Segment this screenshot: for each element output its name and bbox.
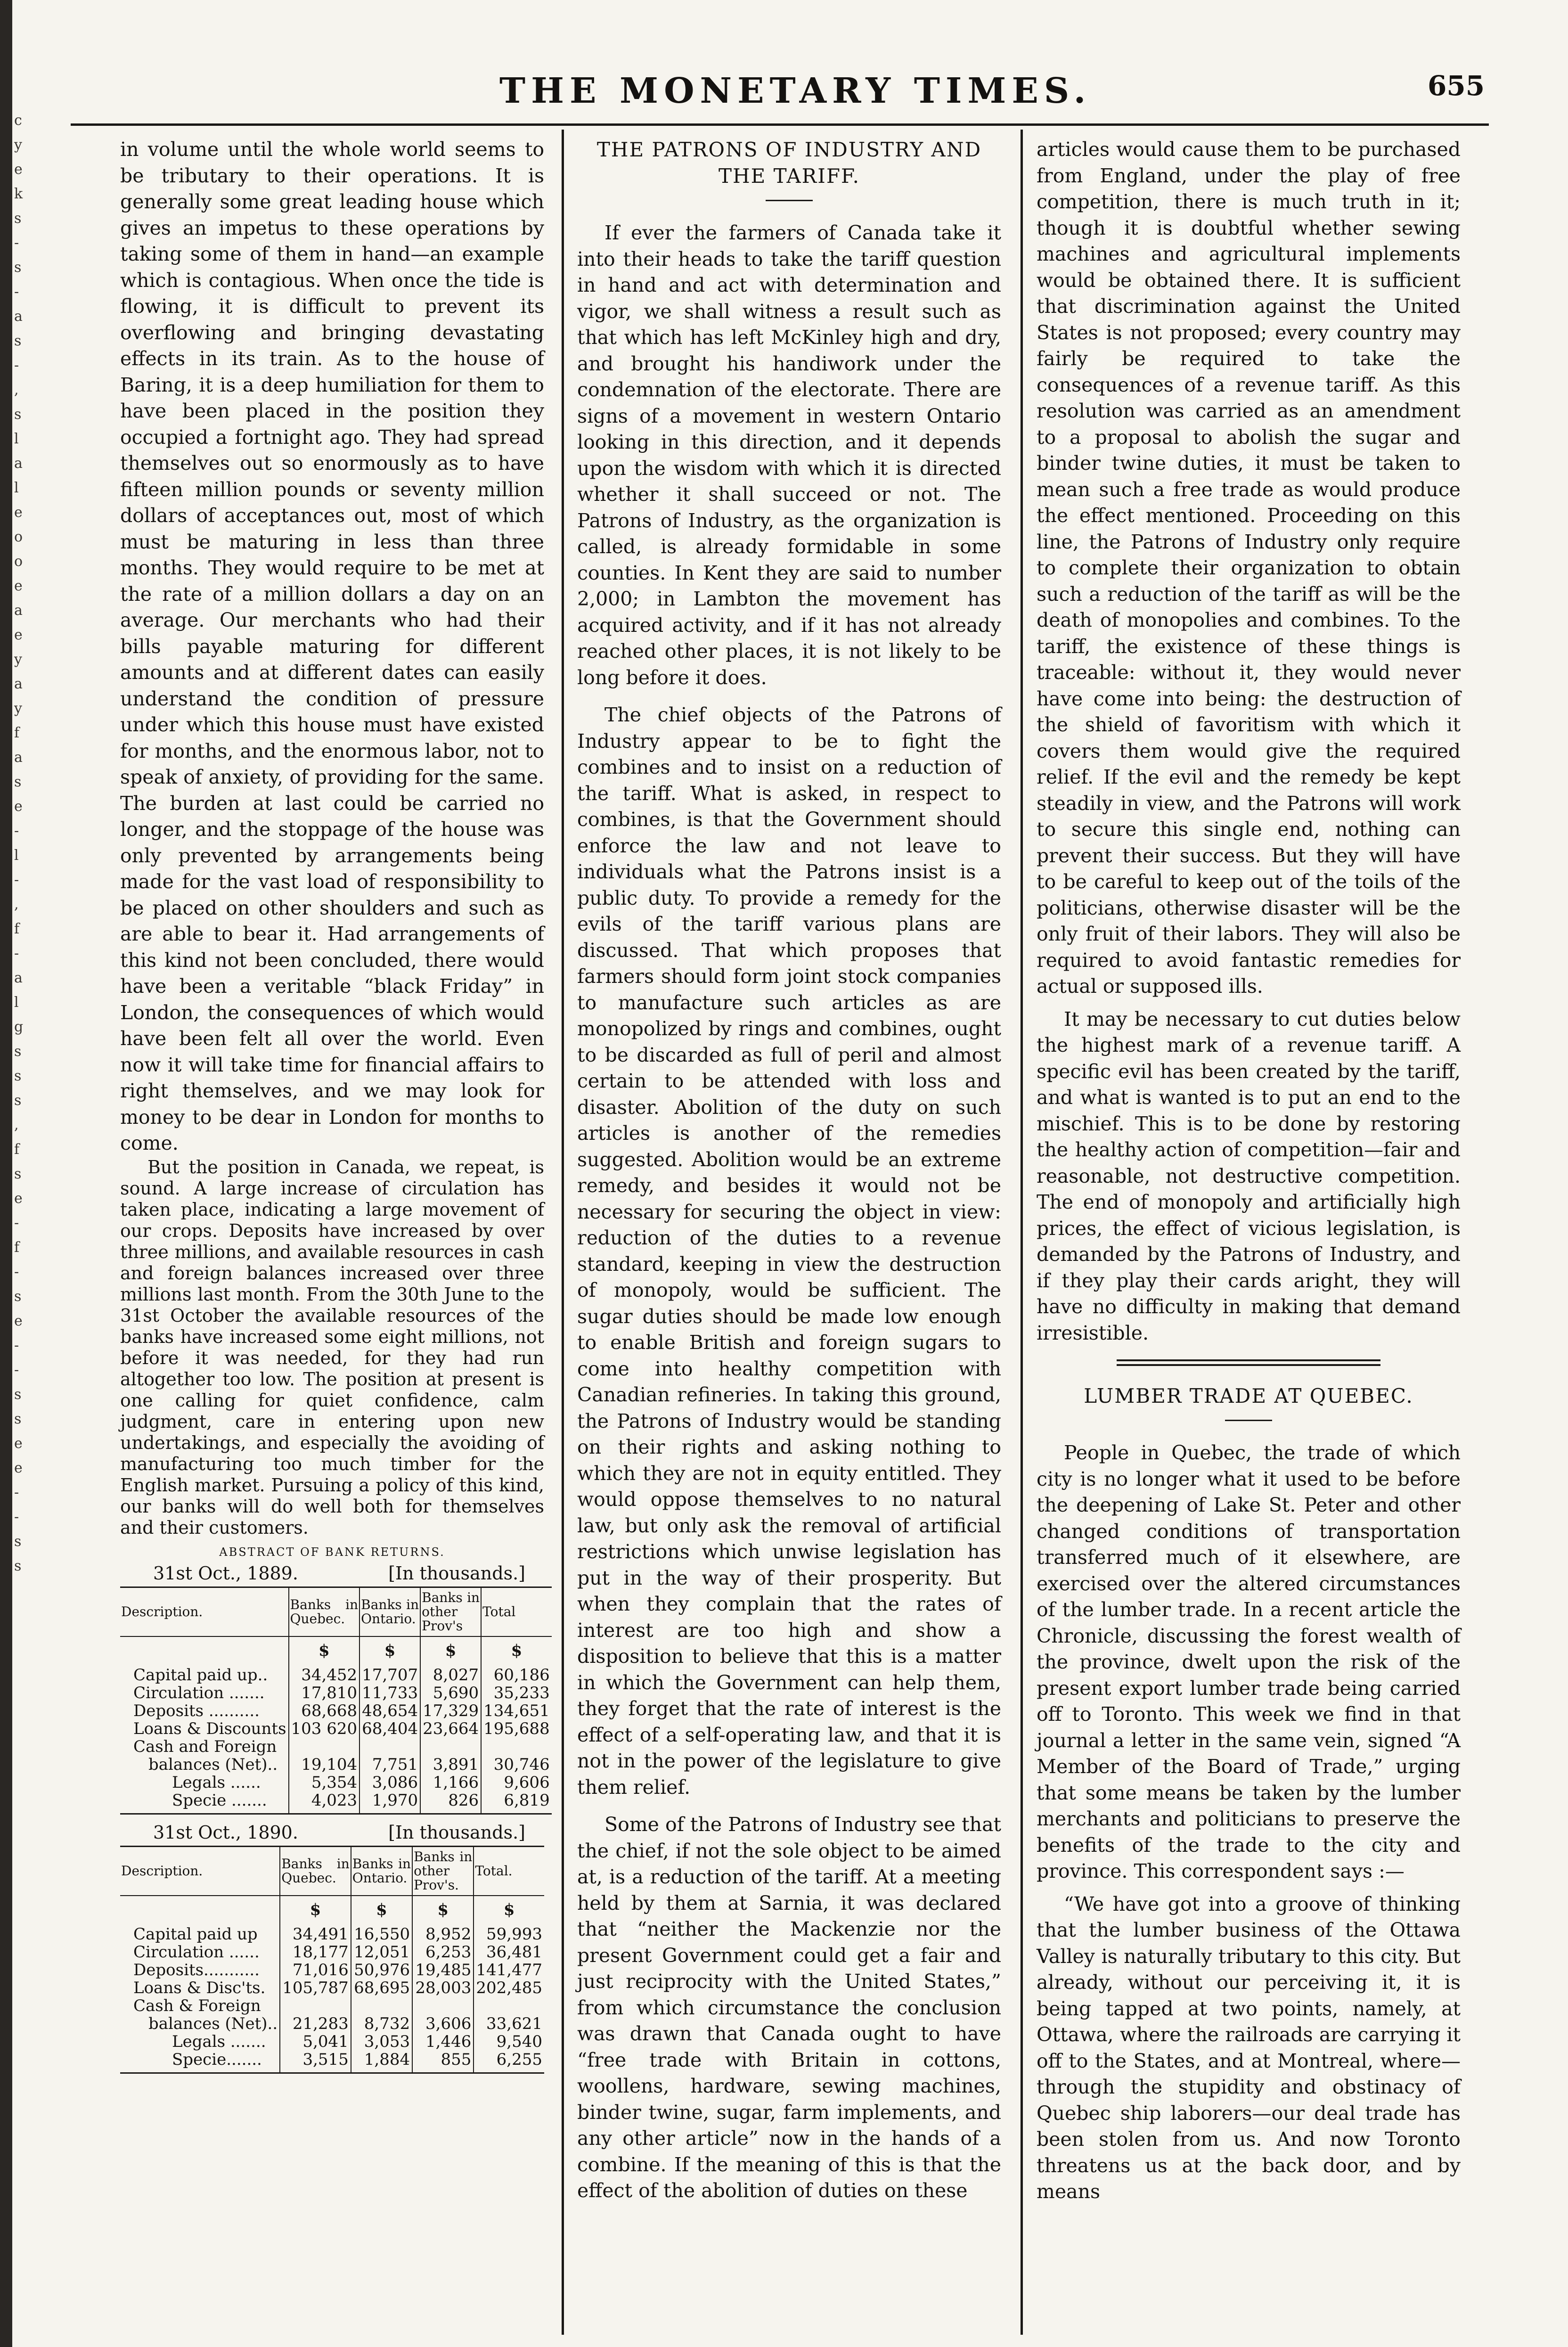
- edge-letter: e: [14, 504, 23, 521]
- cell: 50,976: [351, 1961, 412, 1979]
- column-1: [120, 137, 550, 2081]
- cell: 195,688: [481, 1720, 552, 1738]
- table-row: [120, 1738, 552, 1756]
- bank-returns-table-1889: [120, 1586, 552, 1815]
- edge-letter: ,: [14, 896, 19, 913]
- cell: 68,404: [359, 1720, 420, 1738]
- table-2-date: 31st Oct., 1890.: [153, 1822, 298, 1843]
- currency-cell: $: [481, 1636, 552, 1666]
- row-label: Cash & Foreign: [120, 1997, 280, 2015]
- col3-paragraph-1: articles would cause them to be purchased from England, under the play of free competition, there is much truth in it; though it is doubtful whether sewing machines and agricultural implements would be obtained there. It is sufficient that discrimination against the United States is not proposed; every country may fairly be required to take the consequences of a revenue tariff. As this resolution was carried as an amendment to a proposal to abolish the sugar and binder twine duties, it must be taken to mean such a free trade as would produce the effect mentioned. Proceeding on this line, the Patrons of Industry only require to complete their organization to obtain such a reduction of the tariff as will be the death of monopolies and combines. To the tariff, the existence of these things is traceable: without it, they would never have come into being: the destruction of the shield of favoritism with which it covers them would give the required relief. If the evil and the remedy be kept steadily in view, and the Patrons will work to secure this single end, nothing can prevent their success. But they will have to be careful to keep out of the toils of the politicians, otherwise disaster will be the only fruit of their labors. They will also be required to avoid fantastic remedies for actual or supposed ills.: [1037, 138, 1461, 998]
- edge-letter: e: [14, 1435, 23, 1452]
- cell: 7,751: [359, 1756, 420, 1774]
- row-label: Deposits...........: [120, 1961, 280, 1979]
- adjacent-page-edge-letters: [14, 108, 22, 1578]
- bank-returns-table-1890: [120, 1846, 544, 2074]
- cell: [412, 1997, 474, 2015]
- row-label: Cash and Foreign: [120, 1738, 289, 1756]
- column-3: [1037, 137, 1461, 2205]
- edge-letter: f: [14, 921, 20, 937]
- edge-letter: y: [14, 137, 22, 153]
- edge-letter: -: [14, 1362, 19, 1378]
- row-label: Specie .......: [120, 1791, 289, 1814]
- edge-letter: e: [14, 798, 23, 815]
- row-label: Circulation .......: [120, 1684, 289, 1702]
- edge-letter: s: [14, 774, 22, 790]
- cell: 202,485: [474, 1979, 544, 1997]
- edge-letter: o: [14, 529, 23, 545]
- table-header-row: [120, 1587, 552, 1636]
- column-header: Banks in Quebec.: [289, 1587, 360, 1636]
- edge-letter: -: [14, 1215, 19, 1231]
- edge-letter: s: [14, 1043, 22, 1060]
- edge-letter: -: [14, 945, 19, 962]
- edge-letter: f: [14, 1239, 20, 1256]
- cell: 71,016: [280, 1961, 351, 1979]
- table-header-row: [120, 1846, 544, 1896]
- edge-letter: e: [14, 627, 23, 643]
- row-label: Capital paid up: [120, 1925, 280, 1943]
- row-label: Deposits ..........: [120, 1702, 289, 1720]
- edge-letter: s: [14, 1386, 22, 1403]
- cell: 18,177: [280, 1943, 351, 1961]
- table-row: [120, 1925, 544, 1943]
- cell: 21,283: [280, 2015, 351, 2033]
- edge-letter: g: [14, 1019, 24, 1035]
- edge-letter: e: [14, 578, 23, 594]
- edge-letter: -: [14, 235, 19, 251]
- table-row: [120, 2015, 544, 2033]
- table-row: [120, 1702, 552, 1720]
- column-rule-left: [562, 130, 564, 2335]
- col3-paragraph-3: People in Quebec, the trade of which city is no longer what it used to be before the deepening of Lake St. Peter and other changed conditions of transportation transferred much of it elsewhere, are exercised over the altered circumstances of the lumber trade. In a recent article the Chronicle, discussing the forest wealth of the province, dwelt upon the risk of the present export lumber trade being carried off to Toronto. This week we find in that journal a letter in the same vein, signed “A Member of the Board of Trade,” urging that some means be taken by the lumber merchants and politicians to preserve the benefits of the trade to the city and province. This correspondent says :—: [1037, 1441, 1461, 1882]
- edge-letter: a: [14, 676, 23, 692]
- edge-letter: e: [14, 1460, 23, 1476]
- cell: 8,732: [351, 2015, 412, 2033]
- cell: 36,481: [474, 1943, 544, 1961]
- currency-cell: $: [351, 1896, 412, 1925]
- table-row: [120, 1666, 552, 1684]
- cell: 4,023: [289, 1791, 360, 1814]
- cell: 68,695: [351, 1979, 412, 1997]
- edge-letter: e: [14, 161, 23, 178]
- cell: 5,041: [280, 2033, 351, 2051]
- table-1-date: 31st Oct., 1889.: [153, 1562, 298, 1584]
- cell: 17,707: [359, 1666, 420, 1684]
- row-label: Capital paid up..: [120, 1666, 289, 1684]
- currency-cell: $: [474, 1896, 544, 1925]
- section-divider: [1117, 1359, 1380, 1366]
- cell: 134,651: [481, 1702, 552, 1720]
- row-label: Legals ......: [120, 1774, 289, 1791]
- cell: 141,477: [474, 1961, 544, 1979]
- column-header: Description.: [120, 1587, 289, 1636]
- edge-letter: s: [14, 406, 22, 423]
- edge-letter: l: [14, 431, 19, 447]
- currency-cell: $: [280, 1896, 351, 1925]
- cell: 60,186: [481, 1666, 552, 1684]
- currency-row: [120, 1896, 544, 1925]
- cell: 3,515: [280, 2051, 351, 2073]
- edge-letter: s: [14, 1558, 22, 1574]
- edge-letter: f: [14, 725, 20, 741]
- currency-cell: $: [420, 1636, 481, 1666]
- table-1-unit: [In thousands.]: [388, 1562, 525, 1584]
- cell: 1,884: [351, 2051, 412, 2073]
- edge-letter: -: [14, 357, 19, 374]
- row-label: Legals .......: [120, 2033, 280, 2051]
- table-row: [120, 2033, 544, 2051]
- edge-letter: l: [14, 480, 19, 496]
- page-title: THE MONETARY TIMES.: [499, 71, 1092, 111]
- column-header: Banks in Ontario.: [351, 1846, 412, 1896]
- cell: [289, 1738, 360, 1756]
- column-header: Total: [481, 1587, 552, 1636]
- page-number: 655: [1428, 70, 1485, 102]
- cell: 3,606: [412, 2015, 474, 2033]
- edge-letter: s: [14, 1533, 22, 1550]
- edge-letter: a: [14, 308, 23, 325]
- cell: 6,819: [481, 1791, 552, 1814]
- edge-letter: s: [14, 333, 22, 349]
- column-header: Banks in other Prov's: [420, 1587, 481, 1636]
- article-heading-lumber: LUMBER TRADE AT QUEBEC.: [1084, 1384, 1413, 1407]
- binding-edge: [0, 0, 12, 2347]
- cell: 826: [420, 1791, 481, 1814]
- abstract-title: ABSTRACT OF BANK RETURNS.: [219, 1545, 445, 1559]
- table-2-caption: [120, 1822, 544, 1843]
- edge-letter: e: [14, 1190, 23, 1207]
- cell: [420, 1738, 481, 1756]
- edge-letter: s: [14, 210, 22, 227]
- cell: [474, 1997, 544, 2015]
- cell: 48,654: [359, 1702, 420, 1720]
- running-head: [0, 0, 1568, 127]
- column-header: Banks in other Prov's.: [412, 1846, 474, 1896]
- currency-row: [120, 1636, 552, 1666]
- edge-letter: a: [14, 749, 23, 766]
- row-label: balances (Net)..: [120, 1756, 289, 1774]
- cell: 5,690: [420, 1684, 481, 1702]
- cell: 16,550: [351, 1925, 412, 1943]
- edge-letter: o: [14, 553, 23, 570]
- cell: 105,787: [280, 1979, 351, 1997]
- currency-cell: $: [412, 1896, 474, 1925]
- edge-letter: f: [14, 1141, 20, 1158]
- currency-cell: $: [359, 1636, 420, 1666]
- row-label: Specie.......: [120, 2051, 280, 2073]
- edge-letter: s: [14, 1092, 22, 1109]
- cell: 19,485: [412, 1961, 474, 1979]
- column-rule-right: [1021, 130, 1023, 2335]
- edge-letter: s: [14, 1068, 22, 1084]
- cell: 3,086: [359, 1774, 420, 1791]
- cell: 17,810: [289, 1684, 360, 1702]
- cell: 12,051: [351, 1943, 412, 1961]
- edge-letter: a: [14, 970, 23, 986]
- table-row: [120, 1720, 552, 1738]
- cell: 17,329: [420, 1702, 481, 1720]
- edge-letter: l: [14, 847, 19, 864]
- edge-letter: -: [14, 1337, 19, 1354]
- edge-letter: s: [14, 1288, 22, 1305]
- table-row: [120, 1997, 544, 2015]
- col1-paragraph-1: in volume until the whole world seems to be tributary to their operations. It is generally some great leading house which gives an impetus to these operations by taking some of them in hand—an example which is contagious. When once the tide is flowing, it is difficult to prevent its overflowing and bringing devastating effects in its train. As to the house of Baring, it is a deep humiliation for them to have been placed in the position they occupied a fortnight ago. They had spread themselves out so enormously as to have fifteen million pounds or seventy million dollars of acceptances out, most of which must be maturing in less than three months. They would require to be met at the rate of a million dollars a day on an average. Our merchants who had their bills payable maturing for different amounts and at different dates can easily understand the condition of pressure under which this house must have existed for months, and the enormous labor, not to speak of anxiety, of providing for the same. The burden at last could be carried no longer, and the stoppage of the house was only prevented by arrangements being made for the vast load of responsibility to be placed on other shoulders and such as are able to bear it. Had arrangements of this kind not been concluded, there would have been a veritable “black Friday” in London, the consequences of which would have been felt all over the world. Even now it will take time for financial affairs to right themselves, and we may look for money to be dear in London for months to come.: [120, 138, 544, 1154]
- article-heading-patrons: THE PATRONS OF INDUSTRY AND THE TARIFF.: [596, 138, 982, 188]
- cell: 19,104: [289, 1756, 360, 1774]
- cell: [359, 1738, 420, 1756]
- cell: 1,446: [412, 2033, 474, 2051]
- edge-letter: -: [14, 872, 19, 888]
- edge-letter: ,: [14, 382, 19, 398]
- row-label: Circulation ......: [120, 1943, 280, 1961]
- heading-rule: [766, 200, 813, 201]
- edge-letter: -: [14, 284, 19, 300]
- row-label: balances (Net)..: [120, 2015, 280, 2033]
- cell: 3,053: [351, 2033, 412, 2051]
- cell: 103 620: [289, 1720, 360, 1738]
- cell: 1,970: [359, 1791, 420, 1814]
- edge-letter: k: [14, 186, 23, 202]
- col1-paragraph-2: But the position in Canada, we repeat, is sound. A large increase of circulation has taken place, indicating a large movement of our crops. Deposits have increased by over three millions, and available resources in cash and foreign balances increased over three millions last month. From the 30th June to the 31st October the available resources of the banks have increased some eight millions, not before it was needed, for they had run altogether too low. The position at present is one calling for quiet confidence, calm judgment, care in entering upon new undertakings, and especially the avoiding of manufacturing too much timber for the English market. Pursuing a policy of this kind, our banks will do well both for themselves and their customers.: [120, 1156, 544, 1538]
- row-label: Loans & Disc'ts.: [120, 1979, 280, 1997]
- currency-cell: $: [289, 1636, 360, 1666]
- edge-letter: y: [14, 651, 22, 668]
- col2-paragraph-2: The chief objects of the Patrons of Industry appear to be to fight the combines and to insist on a reduction of the tariff. What is asked, in respect to combines, is that the Government should enforce the law and not leave to individuals what the Patrons insist is a public duty. To provide a remedy for the evils of the tariff various plans are discussed. That which proposes that farmers should form joint stock companies to manufacture such articles as are monopolized by rings and combines, ought to be discarded as full of peril and almost certain to be attended with loss and disaster. Abolition of the duty on such articles is another of the remedies suggested. Abolition would be an extreme remedy, and besides it would not be necessary for securing the object in view: reduction of the duties to a revenue standard, keeping in view the destruction of monopoly, would be sufficient. The sugar duties should be made low enough to enable British and foreign sugars to come into healthy competition with Canadian refineries. In taking this ground, the Patrons of Industry would be standing on their rights and asking nothing to which they are not in equity entitled. They would oppose themselves to no natural law, but only ask the removal of artificial restrictions which unwise legislation has put in the way of their prosperity. But when they complain that the rates of interest are too high and show a disposition to believe that this is a matter in which the Government can help them, they forget that the rate of interest is the effect of a self-operating law, and that it is not in the power of the legislature to give them relief.: [577, 703, 1001, 1799]
- cell: 23,664: [420, 1720, 481, 1738]
- edge-letter: s: [14, 259, 22, 276]
- cell: 8,027: [420, 1666, 481, 1684]
- column-header: Total.: [474, 1846, 544, 1896]
- edge-letter: a: [14, 602, 23, 619]
- edge-letter: a: [14, 455, 23, 472]
- row-label: Loans & Discounts: [120, 1720, 289, 1738]
- table-row: [120, 1756, 552, 1774]
- table-row: [120, 1961, 544, 1979]
- edge-letter: c: [14, 112, 22, 129]
- cell: 11,733: [359, 1684, 420, 1702]
- cell: 33,621: [474, 2015, 544, 2033]
- cell: 28,003: [412, 1979, 474, 1997]
- edge-letter: s: [14, 1411, 22, 1427]
- table-2-unit: [In thousands.]: [388, 1822, 525, 1843]
- cell: 855: [412, 2051, 474, 2073]
- col3-paragraph-4: “We have got into a groove of thinking that the lumber business of the Ottawa Valley is naturally tributary to this city. But already, without our perceiving it, it is being tapped at two points, namely, at Ottawa, where the railroads are carrying it off to the States, and at Montreal, where—through the stupidity and obstinacy of Quebec ship laborers—our deal trade has been stolen from us. And now Toronto threatens us at the back door, and by means: [1037, 1892, 1461, 2203]
- cell: 68,668: [289, 1702, 360, 1720]
- column-header: Banks in Ontario.: [359, 1587, 420, 1636]
- table-row: [120, 1979, 544, 1997]
- table-row: [120, 2051, 544, 2073]
- table-1-caption: [120, 1563, 544, 1584]
- edge-letter: s: [14, 1166, 22, 1182]
- table-row: [120, 1774, 552, 1791]
- edge-letter: ,: [14, 1117, 19, 1133]
- col2-paragraph-1: If ever the farmers of Canada take it into their heads to take the tariff question in hand and act with determination and vigor, we shall witness a result such as that which has left McKinley high and dry, and brought his handiwork under the condemnation of the electorate. There are signs of a movement in western Ontario looking in this direction, and it depends upon the wisdom with which it is directed whether it shall succeed or not. The Patrons of Industry, as the organization is called, is already formidable in some counties. In Kent they are said to number 2,000; in Lambton the movement has acquired activity, and if it has not already reached other places, it is not likely to be long before it does.: [577, 221, 1001, 689]
- heading-rule: [1225, 1420, 1272, 1421]
- cell: 34,452: [289, 1666, 360, 1684]
- col3-paragraph-2: It may be necessary to cut duties below the highest mark of a revenue tariff. A specific evil has been created by the tariff, and what is wanted is to put an end to the mischief. This is to be done by restoring the healthy action of competition—fair and reasonable, not destructive competition. The end of monopoly and artificially high prices, the effect of vicious legislation, is demanded by the Patrons of Industry, and if they play their cards aright, they will have no difficulty in making that demand irresistible.: [1037, 1007, 1461, 1344]
- cell: 1,166: [420, 1774, 481, 1791]
- table-row: [120, 1943, 544, 1961]
- cell: 8,952: [412, 1925, 474, 1943]
- cell: 59,993: [474, 1925, 544, 1943]
- cell: [351, 1997, 412, 2015]
- edge-letter: -: [14, 1484, 19, 1501]
- column-2: [577, 137, 1001, 2204]
- edge-letter: e: [14, 1313, 23, 1329]
- cell: 6,253: [412, 1943, 474, 1961]
- cell: 5,354: [289, 1774, 360, 1791]
- cell: [280, 1997, 351, 2015]
- edge-letter: -: [14, 1509, 19, 1525]
- cell: 6,255: [474, 2051, 544, 2073]
- edge-letter: -: [14, 1264, 19, 1280]
- header-rule: [71, 123, 1489, 126]
- cell: 34,491: [280, 1925, 351, 1943]
- column-header: Banks in Quebec.: [280, 1846, 351, 1896]
- edge-letter: -: [14, 823, 19, 839]
- cell: 30,746: [481, 1756, 552, 1774]
- table-row: [120, 1791, 552, 1814]
- edge-letter: y: [14, 700, 22, 717]
- column-header: Description.: [120, 1846, 280, 1896]
- cell: 9,540: [474, 2033, 544, 2051]
- cell: 9,606: [481, 1774, 552, 1791]
- cell: 3,891: [420, 1756, 481, 1774]
- col2-paragraph-3: Some of the Patrons of Industry see that the chief, if not the sole object to be aimed at, is a reduction of the tariff. At a meeting held by them at Sarnia, it was declared that “neither the Mackenzie nor the present Government could get a fair and just reciprocity with the United States,” from which circumstance the conclusion was drawn that Canada ought to have “free trade with Britain in cottons, woollens, hardware, sewing machines, binder twine, sugar, farm implements, and any other article” now in the hands of a combine. If the meaning of this is that the effect of the abolition of duties on these: [577, 1813, 1001, 2202]
- edge-letter: l: [14, 994, 19, 1011]
- cell: 35,233: [481, 1684, 552, 1702]
- cell: [481, 1738, 552, 1756]
- table-row: [120, 1684, 552, 1702]
